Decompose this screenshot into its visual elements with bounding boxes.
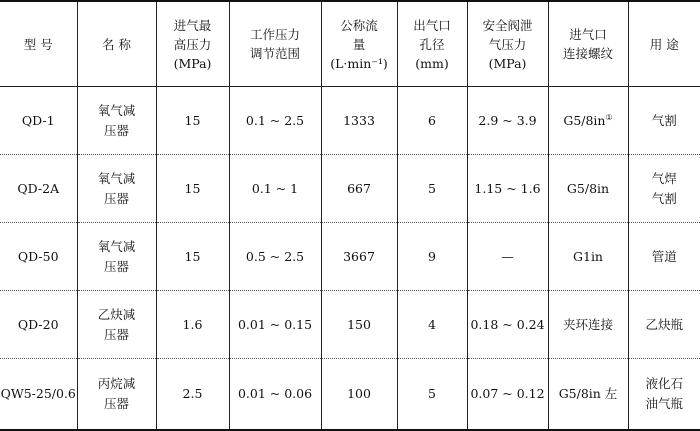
- cell-use-line: 气割: [629, 111, 700, 131]
- cell-name-line: 压器: [78, 121, 156, 141]
- table-row: [0, 223, 700, 291]
- header-unit: (MPa): [157, 54, 229, 73]
- header-line: 量: [322, 35, 397, 54]
- table-row: [0, 87, 700, 155]
- header-max-inlet-pressure: [156, 1, 229, 87]
- cell-flow: 667: [321, 155, 397, 223]
- cell-name-line: 氧气减: [78, 237, 156, 257]
- cell-name: [77, 155, 156, 223]
- header-name-line: 名 称: [78, 35, 156, 54]
- cell-outlet-diameter: 4: [397, 291, 467, 359]
- cell-name-line: 丙烷减: [78, 374, 156, 394]
- header-line: 孔径: [398, 35, 467, 54]
- table-row: [0, 155, 700, 223]
- cell-name-line: 压器: [78, 189, 156, 209]
- cell-flow: 100: [321, 359, 397, 430]
- cell-name-line: 压器: [78, 394, 156, 414]
- header-working-range: [229, 1, 321, 87]
- cell-model: QD-2A: [0, 155, 77, 223]
- table-row: [0, 291, 700, 359]
- cell-use: [628, 359, 700, 430]
- cell-outlet-diameter: 6: [397, 87, 467, 155]
- cell-thread: G1in: [548, 223, 628, 291]
- cell-use-line: 乙炔瓶: [629, 315, 700, 335]
- cell-name-line: 乙炔减: [78, 305, 156, 325]
- cell-name-line: 压器: [78, 257, 156, 277]
- cell-use-line: 油气瓶: [629, 394, 700, 414]
- cell-model: QD-20: [0, 291, 77, 359]
- header-line: 进气口: [549, 25, 628, 44]
- cell-outlet-diameter: 5: [397, 359, 467, 430]
- cell-max-inlet-pressure: 15: [156, 223, 229, 291]
- footnote-marker: ①: [605, 113, 612, 122]
- cell-outlet-diameter: 9: [397, 223, 467, 291]
- cell-relief-pressure: —: [467, 223, 548, 291]
- cell-use: [628, 155, 700, 223]
- cell-name: [77, 87, 156, 155]
- cell-name-line: 氧气减: [78, 169, 156, 189]
- header-line: 高压力: [157, 35, 229, 54]
- table-row: [0, 359, 700, 430]
- cell-max-inlet-pressure: 15: [156, 87, 229, 155]
- header-line: 安全阀泄: [468, 16, 548, 35]
- cell-thread: G5/8in 左: [548, 359, 628, 430]
- cell-working-range: 0.01 ~ 0.15: [229, 291, 321, 359]
- header-line: 出气口: [398, 16, 467, 35]
- cell-working-range: 0.1 ~ 2.5: [229, 87, 321, 155]
- header-line: 公称流: [322, 16, 397, 35]
- cell-use: [628, 291, 700, 359]
- cell-relief-pressure: 0.07 ~ 0.12: [467, 359, 548, 430]
- header-unit: (L·min⁻¹): [322, 54, 397, 73]
- cell-working-range: 0.5 ~ 2.5: [229, 223, 321, 291]
- header-line: 气压力: [468, 35, 548, 54]
- header-model-line: 型 号: [0, 35, 77, 54]
- header-unit: (MPa): [468, 54, 548, 73]
- cell-use-line: 管道: [629, 247, 700, 267]
- cell-working-range: 0.01 ~ 0.06: [229, 359, 321, 430]
- cell-relief-pressure: 1.15 ~ 1.6: [467, 155, 548, 223]
- cell-thread: G5/8in: [548, 155, 628, 223]
- cell-name: [77, 359, 156, 430]
- header-name: [77, 1, 156, 87]
- cell-model: QW5-25/0.6: [0, 359, 77, 430]
- cell-relief-pressure: 2.9 ~ 3.9: [467, 87, 548, 155]
- cell-name-line: 氧气减: [78, 101, 156, 121]
- cell-flow: 3667: [321, 223, 397, 291]
- header-use-line: 用 途: [629, 35, 700, 54]
- cell-max-inlet-pressure: 2.5: [156, 359, 229, 430]
- cell-working-range: 0.1 ~ 1: [229, 155, 321, 223]
- header-line: 调节范围: [230, 44, 321, 63]
- cell-model: QD-50: [0, 223, 77, 291]
- cell-outlet-diameter: 5: [397, 155, 467, 223]
- cell-flow: 1333: [321, 87, 397, 155]
- cell-flow: 150: [321, 291, 397, 359]
- header-use: [628, 1, 700, 87]
- header-nominal-flow: [321, 1, 397, 87]
- header-outlet-diameter: [397, 1, 467, 87]
- cell-name-line: 压器: [78, 325, 156, 345]
- cell-relief-pressure: 0.18 ~ 0.24: [467, 291, 548, 359]
- cell-max-inlet-pressure: 15: [156, 155, 229, 223]
- table-header-row: [0, 1, 700, 87]
- cell-use-line: 气焊: [629, 169, 700, 189]
- cell-use-line: 气割: [629, 189, 700, 209]
- cell-use: [628, 87, 700, 155]
- cell-use: [628, 223, 700, 291]
- cell-use-line: 液化石: [629, 374, 700, 394]
- header-unit: (mm): [398, 54, 467, 73]
- header-model: [0, 1, 77, 87]
- header-relief-pressure: [467, 1, 548, 87]
- header-inlet-thread: [548, 1, 628, 87]
- cell-thread-text: G5/8in: [563, 113, 605, 128]
- cell-name: [77, 291, 156, 359]
- cell-max-inlet-pressure: 1.6: [156, 291, 229, 359]
- cell-name: [77, 223, 156, 291]
- cell-thread: 夹环连接: [548, 291, 628, 359]
- header-line: 进气最: [157, 16, 229, 35]
- cell-model: QD-1: [0, 87, 77, 155]
- header-line: 工作压力: [230, 25, 321, 44]
- cell-thread: [548, 87, 628, 155]
- header-line: 连接螺纹: [549, 44, 628, 63]
